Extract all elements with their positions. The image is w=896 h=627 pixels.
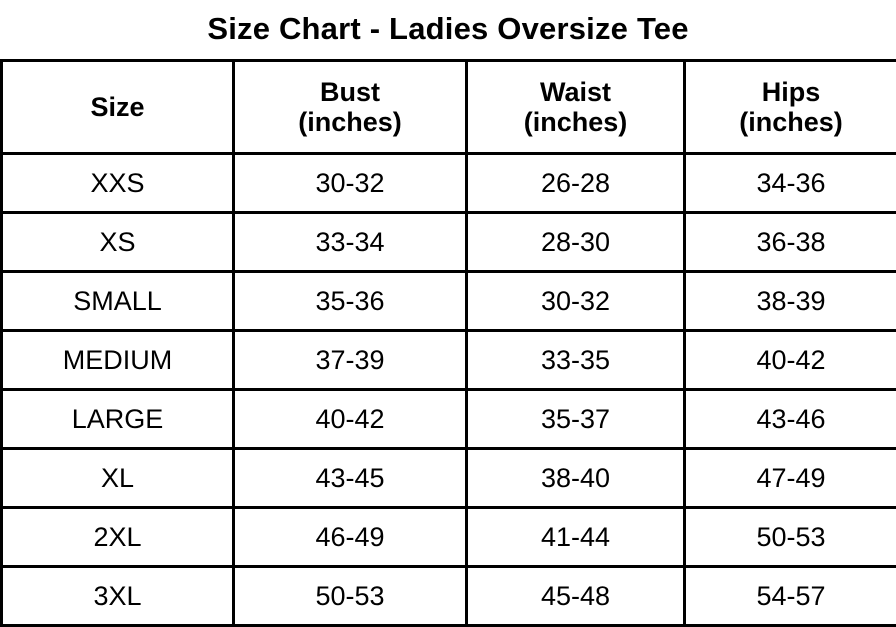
cell-bust: 40-42 (234, 390, 467, 449)
cell-hips: 34-36 (685, 154, 896, 213)
table-row (2, 390, 896, 449)
column-header-size-line1: Size (4, 92, 231, 122)
column-header-hips-line2: (inches) (687, 107, 895, 137)
page-title: Size Chart - Ladies Oversize Tee (0, 0, 896, 59)
cell-size: SMALL (2, 272, 234, 331)
cell-bust: 33-34 (234, 213, 467, 272)
column-header-hips-line1: Hips (687, 77, 895, 107)
cell-waist: 30-32 (467, 272, 685, 331)
table-row (2, 154, 896, 213)
cell-size: 3XL (2, 567, 234, 626)
cell-bust: 43-45 (234, 449, 467, 508)
cell-waist: 33-35 (467, 331, 685, 390)
table-row (2, 508, 896, 567)
column-header-bust (234, 61, 467, 154)
cell-waist: 45-48 (467, 567, 685, 626)
cell-size: XL (2, 449, 234, 508)
table-header-row (2, 61, 896, 154)
cell-size: 2XL (2, 508, 234, 567)
cell-bust: 30-32 (234, 154, 467, 213)
table-row (2, 213, 896, 272)
cell-waist: 28-30 (467, 213, 685, 272)
cell-hips: 50-53 (685, 508, 896, 567)
cell-size: XS (2, 213, 234, 272)
cell-bust: 35-36 (234, 272, 467, 331)
cell-hips: 40-42 (685, 331, 896, 390)
cell-bust: 50-53 (234, 567, 467, 626)
cell-waist: 26-28 (467, 154, 685, 213)
cell-waist: 41-44 (467, 508, 685, 567)
cell-size: MEDIUM (2, 331, 234, 390)
column-header-waist-line2: (inches) (469, 107, 682, 137)
cell-bust: 37-39 (234, 331, 467, 390)
cell-waist: 35-37 (467, 390, 685, 449)
table-header (2, 61, 896, 154)
cell-hips: 38-39 (685, 272, 896, 331)
cell-hips: 54-57 (685, 567, 896, 626)
column-header-size (2, 61, 234, 154)
cell-hips: 36-38 (685, 213, 896, 272)
cell-bust: 46-49 (234, 508, 467, 567)
column-header-bust-line1: Bust (236, 77, 464, 107)
table-body (2, 154, 896, 626)
column-header-waist-line1: Waist (469, 77, 682, 107)
column-header-hips (685, 61, 896, 154)
cell-hips: 47-49 (685, 449, 896, 508)
cell-size: LARGE (2, 390, 234, 449)
cell-waist: 38-40 (467, 449, 685, 508)
table-row (2, 272, 896, 331)
cell-hips: 43-46 (685, 390, 896, 449)
table-row (2, 567, 896, 626)
cell-size: XXS (2, 154, 234, 213)
column-header-waist (467, 61, 685, 154)
table-row (2, 331, 896, 390)
table-row (2, 449, 896, 508)
size-chart-table (0, 59, 896, 627)
column-header-bust-line2: (inches) (236, 107, 464, 137)
